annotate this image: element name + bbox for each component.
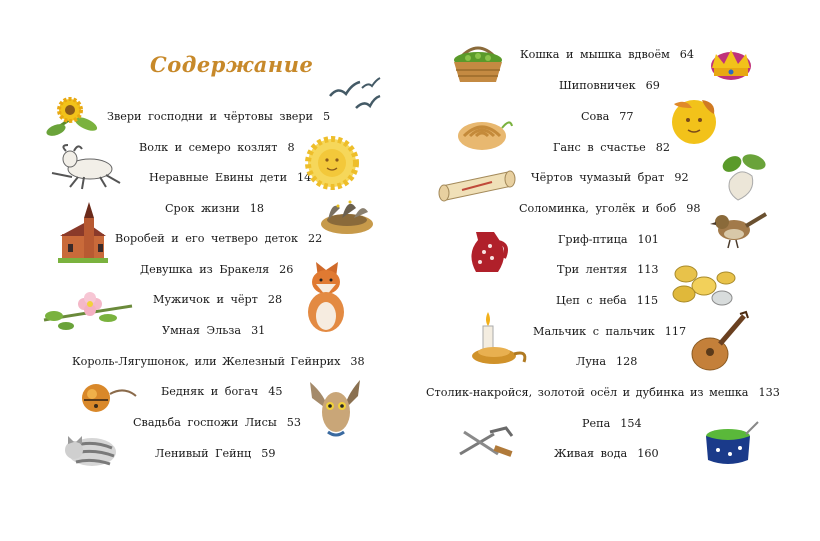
- snail-shell-icon: [454, 106, 514, 152]
- toc-entry[interactable]: [107, 110, 330, 123]
- entry-page: 45: [268, 385, 283, 398]
- entry-title: Живая вода: [554, 447, 628, 460]
- entry-page: 22: [308, 232, 323, 245]
- toc-entry[interactable]: [162, 324, 265, 337]
- toc-entry[interactable]: [149, 171, 311, 184]
- entry-page: 5: [323, 110, 331, 123]
- entry-page: 64: [679, 48, 695, 61]
- entry-title: Соломинка, уголёк и боб: [519, 202, 677, 215]
- entry-page: 113: [637, 263, 659, 276]
- entry-page: 14: [297, 171, 312, 184]
- entry-page: 160: [637, 447, 659, 460]
- entry-title: Срок жизни: [165, 202, 240, 215]
- entry-page: 115: [636, 294, 659, 307]
- bell-icon: [78, 380, 140, 416]
- entry-title: Сова: [581, 110, 610, 123]
- owl-icon: [306, 376, 364, 438]
- entry-page: 28: [267, 293, 283, 306]
- toc-entry[interactable]: [576, 355, 637, 368]
- tools-icon: [454, 424, 516, 462]
- entry-title: Столик-накройся, золотой осёл и дубинка из мешка: [426, 386, 749, 399]
- sparrow-icon: [706, 206, 770, 252]
- toc-entry[interactable]: [165, 202, 264, 215]
- entry-title: Неравные Евины дети: [149, 171, 288, 184]
- entry-title: Чёртов чумазый брат: [531, 171, 665, 184]
- fox-icon: [302, 262, 350, 334]
- sun-face-icon: [305, 136, 359, 190]
- candle-icon: [470, 306, 530, 372]
- entry-title: Мальчик с пальчик: [533, 325, 655, 338]
- toc-entry[interactable]: [519, 202, 700, 215]
- goat-icon: [48, 143, 130, 191]
- entry-page: 53: [286, 416, 302, 429]
- entry-title: Ганс в счастье: [553, 141, 646, 154]
- entry-page: 133: [758, 386, 780, 399]
- entry-title: Репа: [582, 417, 611, 430]
- toc-entry[interactable]: [155, 447, 275, 460]
- toc-entry[interactable]: [115, 232, 322, 245]
- basket-icon: [446, 38, 510, 86]
- toc-entry[interactable]: [582, 417, 642, 430]
- toc-entry[interactable]: [558, 233, 659, 246]
- entry-title: Цеп с неба: [556, 294, 627, 307]
- flying-birds-icon: [326, 76, 382, 116]
- bird-nest-icon: [318, 194, 376, 236]
- entry-page: 82: [655, 141, 670, 154]
- toc-entry[interactable]: [153, 293, 282, 306]
- entry-page: 77: [619, 110, 634, 123]
- moon-face-icon: [668, 96, 720, 148]
- entry-title: Мужичок и чёрт: [153, 293, 258, 306]
- toc-entry[interactable]: [133, 416, 301, 429]
- entry-title: Бедняк и богач: [161, 385, 259, 398]
- entry-page: 69: [645, 79, 660, 92]
- toc-entry[interactable]: [161, 385, 282, 398]
- sunflower-icon: [42, 96, 102, 138]
- toc-entry[interactable]: [140, 263, 293, 276]
- entry-page: 18: [249, 202, 265, 215]
- toc-entry[interactable]: [553, 141, 670, 154]
- entry-page: 26: [279, 263, 294, 276]
- entry-page: 128: [616, 355, 638, 368]
- entry-page: 31: [251, 324, 266, 337]
- entry-title: Волк и семеро козлят: [139, 141, 278, 154]
- toc-entry[interactable]: [520, 48, 694, 61]
- entry-page: 59: [261, 447, 276, 460]
- entry-title: Три лентяя: [557, 263, 628, 276]
- entry-title: Ленивый Гейнц: [155, 447, 252, 460]
- toc-entry[interactable]: [581, 110, 634, 123]
- scroll-icon: [432, 162, 518, 204]
- entry-page: 154: [620, 417, 642, 430]
- entry-title: Умная Эльза: [162, 324, 242, 337]
- entry-page: 38: [350, 355, 365, 368]
- toc-entry[interactable]: [557, 263, 658, 276]
- church-icon: [58, 200, 108, 264]
- toc-entry[interactable]: [554, 447, 659, 460]
- entry-page: 101: [637, 233, 659, 246]
- entry-title: Гриф-птица: [558, 233, 628, 246]
- page-title: Содержание: [150, 52, 314, 77]
- pot-icon: [700, 420, 762, 468]
- toc-entry[interactable]: [531, 171, 689, 184]
- wild-rose-icon: [40, 290, 136, 334]
- entry-title: Воробей и его четверо деток: [115, 232, 299, 245]
- toc-entry[interactable]: [556, 294, 658, 307]
- entry-title: Звери господни и чёртовы звери: [107, 110, 313, 123]
- entry-title: Король-Лягушонок, или Железный Гейнрих: [72, 355, 341, 368]
- entry-title: Луна: [576, 355, 607, 368]
- toc-entry[interactable]: [139, 141, 295, 154]
- toc-entry[interactable]: [559, 79, 660, 92]
- entry-title: Девушка из Бракеля: [140, 263, 270, 276]
- coins-icon: [668, 262, 744, 310]
- lute-icon: [688, 310, 750, 374]
- entry-page: 98: [686, 202, 701, 215]
- entry-page: 8: [287, 141, 295, 154]
- jug-icon: [466, 226, 512, 278]
- right-page: [410, 0, 820, 541]
- entry-title: Свадьба госпожи Лисы: [133, 416, 277, 429]
- toc-entry[interactable]: [72, 355, 365, 368]
- crown-icon: [708, 44, 754, 84]
- entry-page: 92: [674, 171, 689, 184]
- cat-icon: [60, 426, 120, 470]
- entry-page: 117: [664, 325, 687, 338]
- entry-title: Кошка и мышка вдвоём: [520, 48, 670, 61]
- turnip-icon: [716, 152, 774, 202]
- toc-entry[interactable]: [426, 386, 780, 399]
- entry-title: Шиповничек: [559, 79, 636, 92]
- toc-entry[interactable]: [533, 325, 686, 338]
